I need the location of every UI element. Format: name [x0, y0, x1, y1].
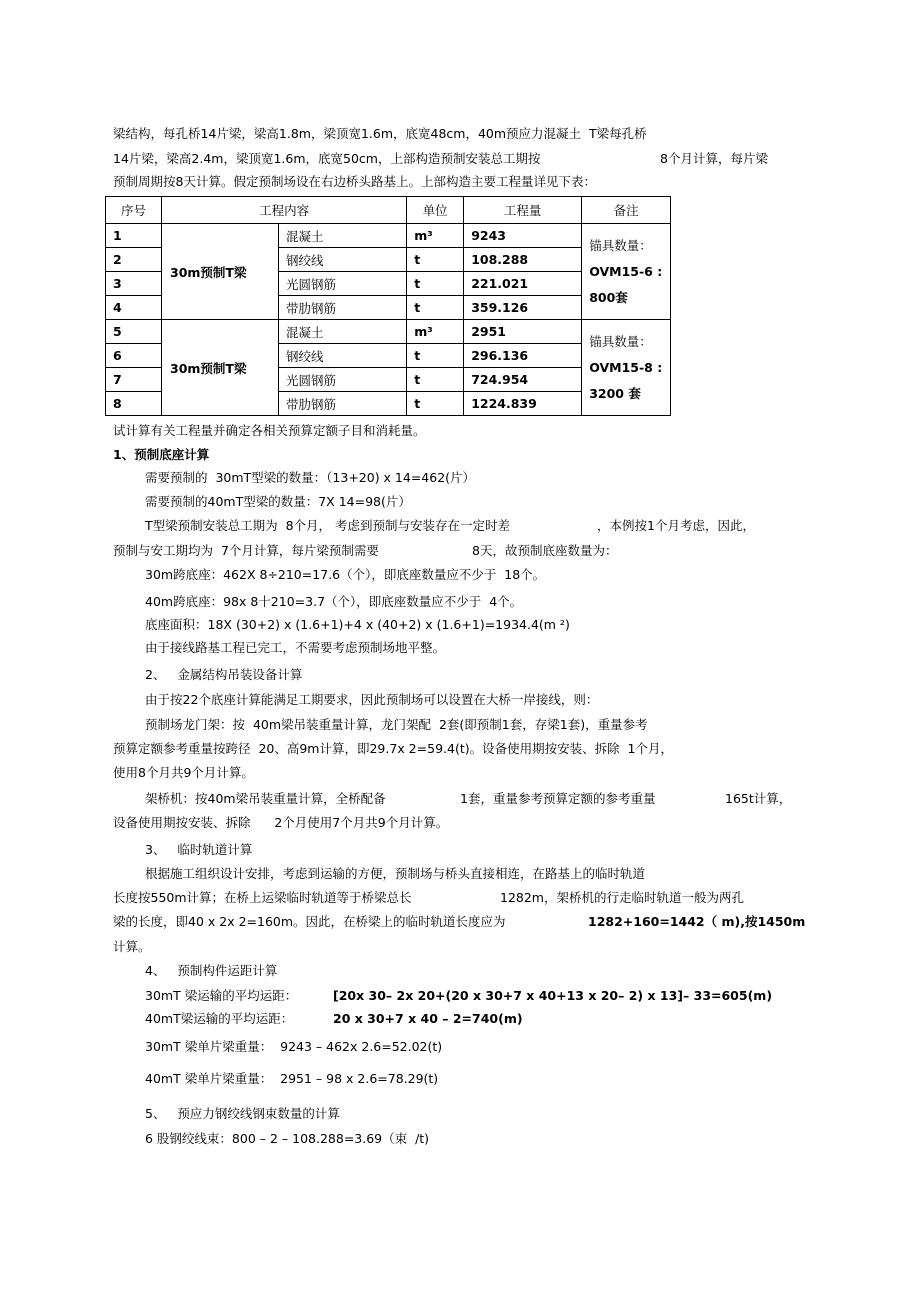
s2-line-e2: 1套，重量参考预算定额的参考重量: [460, 791, 656, 806]
question-line: 试计算有关工程量并确定各相关预算定额子目和消耗量。: [113, 423, 426, 438]
cell-qty: 1224.839: [464, 392, 582, 416]
header-unit: 单位: [407, 197, 464, 224]
intro-line-2a: 14片梁，梁高2.4m，梁顶宽1.6m，底宽50cm，上部构造预制安装总工期按: [113, 151, 541, 166]
s2-line-c: 预算定额参考重量按跨径 20、高9m计算，即29.7x 2=59.4(t)。设备使用期按安装、拆除 1个月，: [113, 741, 673, 756]
cell-qty: 9243: [464, 224, 582, 248]
s4-line-b2: 20 x 30+7 x 40 – 2=740(m): [333, 1011, 523, 1026]
s1-line-c1: T型梁预制安装总工期为 8个月， 考虑到预制与安装存在一定时差: [145, 518, 511, 533]
cell-group-name: 30m预制T梁: [162, 320, 279, 416]
cell-item: 混凝土: [279, 224, 407, 248]
note-line: 锚具数量：: [589, 237, 652, 253]
cell-no: 1: [106, 224, 162, 248]
cell-item: 带肋钢筋: [279, 392, 407, 416]
cell-unit: t: [407, 344, 464, 368]
cell-item: 带肋钢筋: [279, 296, 407, 320]
s2-line-d: 使用8个月共9个月计算。: [113, 765, 254, 780]
header-qty: 工程量: [464, 197, 582, 224]
note-line: 800套: [589, 289, 628, 305]
s1-line-d1: 预制与安工期均为 7个月计算，每片梁预制需要: [113, 543, 379, 558]
cell-unit: t: [407, 296, 464, 320]
section-4-heading: 4、 预制构件运距计算: [145, 963, 278, 978]
cell-qty: 296.136: [464, 344, 582, 368]
s3-line-c2: 1282+160=1442（ m),按1450m: [588, 914, 806, 929]
cell-no: 2: [106, 248, 162, 272]
s1-line-c2: ，本例按1个月考虑，因此，: [597, 518, 755, 533]
s3-line-b1: 长度按550m计算；在桥上运梁临时轨道等于桥梁总长: [113, 890, 412, 905]
s4-line-a2: [20x 30– 2x 20+(20 x 30+7 x 40+13 x 20– 2) x 13]– 33=605(m): [333, 988, 773, 1003]
s3-line-a: 根据施工组织设计安排，考虑到运输的方便，预制场与桥头直接相连，在路基上的临时轨道: [145, 866, 646, 881]
s2-line-a: 由于按22个底座计算能满足工期要求，因此预制场可以设置在大桥一岸接线，则：: [145, 692, 599, 707]
cell-qty: 359.126: [464, 296, 582, 320]
cell-unit: m³: [407, 224, 464, 248]
s2-line-b: 预制场龙门架：按 40m梁吊装重量计算，龙门架配 2套(即预制1套，存梁1套)，重量参考: [145, 717, 648, 732]
cell-unit: m³: [407, 320, 464, 344]
cell-no: 8: [106, 392, 162, 416]
cell-note: [582, 224, 671, 320]
intro-line-2b: 8个月计算，每片梁: [660, 151, 768, 166]
s4-line-d: 40mT 梁单片梁重量： 2951 – 98 x 2.6=78.29(t): [145, 1071, 439, 1086]
header-content: 工程内容: [162, 197, 407, 224]
cell-item: 钢绞线: [279, 344, 407, 368]
s1-line-b: 需要预制的40mT型梁的数量：7X 14=98(片）: [145, 494, 411, 509]
s2-line-f: 设备使用期按安装、拆除 2个月使用7个月共9个月计算。: [113, 815, 449, 830]
note-line: OVM15-6 :: [589, 263, 663, 279]
s2-line-e1: 架桥机：按40m梁吊装重量计算，全桥配备: [145, 791, 386, 806]
s1-line-f: 40m跨底座：98x 8十210=3.7（个），即底座数量应不少于 4个。: [145, 594, 523, 609]
note-line: 3200 套: [589, 385, 641, 401]
table-row: [106, 320, 671, 344]
cell-item: 光圆钢筋: [279, 272, 407, 296]
header-note: 备注: [582, 197, 671, 224]
s1-line-d2: 8天，故预制底座数量为：: [472, 543, 618, 558]
note-line: OVM15-8 :: [589, 359, 663, 375]
cell-no: 6: [106, 344, 162, 368]
cell-unit: t: [407, 272, 464, 296]
note-line: 锚具数量：: [589, 333, 652, 349]
cell-no: 4: [106, 296, 162, 320]
table-row: [106, 224, 671, 248]
cell-item: 钢绞线: [279, 248, 407, 272]
s3-line-b2: 1282m，架桥机的行走临时轨道一般为两孔: [500, 890, 744, 905]
s1-line-e: 30m跨底座：462X 8÷210=17.6（个），即底座数量应不少于 18个。: [145, 567, 546, 582]
cell-no: 5: [106, 320, 162, 344]
cell-qty: 221.021: [464, 272, 582, 296]
s3-line-d: 计算。: [113, 939, 151, 954]
header-no: 序号: [106, 197, 162, 224]
cell-item: 光圆钢筋: [279, 368, 407, 392]
section-3-heading: 3、 临时轨道计算: [145, 842, 253, 857]
s4-line-a1: 30mT 梁运输的平均运距：: [145, 988, 298, 1003]
s5-line-a: 6 股钢绞线束：800 – 2 – 108.288=3.69（束 /t): [145, 1131, 430, 1146]
cell-qty: 108.288: [464, 248, 582, 272]
s1-line-a: 需要预制的 30mT型梁的数量：（13+20) x 14=462(片）: [145, 470, 476, 485]
table-header-row: [106, 197, 671, 224]
quantity-table: [105, 196, 671, 416]
s4-line-b1: 40mT梁运输的平均运距：: [145, 1011, 294, 1026]
section-5-heading: 5、 预应力钢绞线钢束数量的计算: [145, 1106, 340, 1121]
s3-line-c1: 梁的长度，即40 x 2x 2=160m。因此，在桥梁上的临时轨道长度应为: [113, 914, 506, 929]
section-1-heading: 1、预制底座计算: [113, 447, 210, 462]
cell-no: 7: [106, 368, 162, 392]
section-2-heading: 2、 金属结构吊装设备计算: [145, 667, 303, 682]
cell-note: [582, 320, 671, 416]
cell-item: 混凝土: [279, 320, 407, 344]
s1-line-h: 由于接线路基工程已完工，不需要考虑预制场地平整。: [145, 640, 446, 655]
s4-line-c: 30mT 梁单片梁重量： 9243 – 462x 2.6=52.02(t): [145, 1039, 443, 1054]
cell-qty: 2951: [464, 320, 582, 344]
cell-unit: t: [407, 248, 464, 272]
cell-unit: t: [407, 392, 464, 416]
s1-line-g: 底座面积：18X (30+2) x (1.6+1)+4 x (40+2) x (1.6+1)=1934.4(m ²): [145, 617, 570, 632]
cell-unit: t: [407, 368, 464, 392]
intro-line-3: 预制周期按8天计算。假定预制场设在右边桥头路基上。上部构造主要工程量详见下表：: [113, 174, 596, 189]
s2-line-e3: 165t计算，: [725, 791, 792, 806]
cell-no: 3: [106, 272, 162, 296]
intro-line-1: 梁结构，每孔桥14片梁，梁高1.8m，梁顶宽1.6m，底宽48cm，40m预应力混凝土 T梁每孔桥: [113, 126, 647, 141]
cell-group-name: 30m预制T梁: [162, 224, 279, 320]
cell-qty: 724.954: [464, 368, 582, 392]
